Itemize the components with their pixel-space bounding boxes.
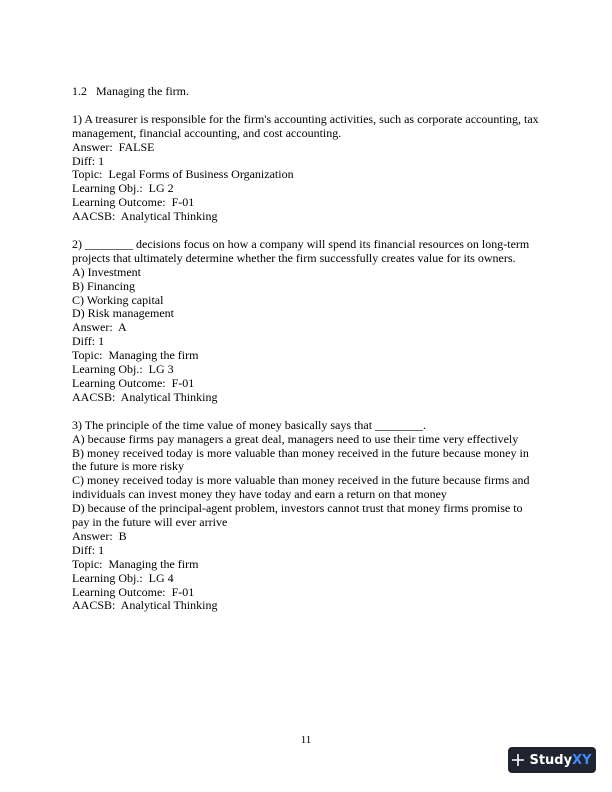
question-2-option-b: B) Financing bbox=[72, 278, 135, 293]
question-3-option-a: A) because firms pay managers a great deal, managers need to use their time very effectively bbox=[72, 431, 519, 446]
question-3-answer: Answer: B bbox=[72, 528, 127, 543]
question-1-stem: 1) A treasurer is responsible for the firm's accounting activities, such as corporate accounting, tax management, financial accounting, and cost accounting. bbox=[72, 111, 539, 140]
question-1-diff: Diff: 1 bbox=[72, 153, 105, 168]
question-3 bbox=[72, 419, 542, 614]
question-2-diff: Diff: 1 bbox=[72, 334, 105, 349]
studyxy-badge[interactable] bbox=[508, 747, 596, 773]
question-3-topic: Topic: Managing the firm bbox=[72, 556, 199, 571]
page-number: 11 bbox=[300, 734, 312, 746]
question-2-answer: Answer: A bbox=[72, 320, 127, 335]
question-2-learning-outcome: Learning Outcome: F-01 bbox=[72, 376, 195, 390]
question-2-option-c: C) Working capital bbox=[72, 292, 164, 307]
question-2-aacsb: AACSB: Analytical Thinking bbox=[72, 389, 218, 404]
question-3-option-d: D) because of the principal-agent problem, investors cannot trust that money firms promise to pay in the future will ever arrive bbox=[72, 501, 523, 530]
question-2-option-d: D) Risk management bbox=[72, 306, 174, 321]
question-3-learning-obj: Learning Obj.: LG 4 bbox=[72, 570, 174, 585]
question-3-option-c: C) money received today is more valuable than money received in the future because firms and individuals can invest money they have today and earn a return on that money bbox=[72, 473, 530, 502]
badge-brand-main: Study bbox=[529, 752, 573, 768]
question-1-learning-outcome: Learning Outcome: F-01 bbox=[72, 195, 195, 210]
question-3-diff: Diff: 1 bbox=[72, 542, 105, 557]
question-3-aacsb: AACSB: Analytical Thinking bbox=[72, 598, 218, 613]
question-1-learning-obj: Learning Obj.: LG 2 bbox=[72, 181, 174, 196]
question-1-topic: Topic: Legal Forms of Business Organization bbox=[72, 167, 294, 182]
question-1-aacsb: AACSB: Analytical Thinking bbox=[72, 209, 218, 224]
question-2-learning-obj: Learning Obj.: LG 3 bbox=[72, 362, 174, 377]
question-2 bbox=[72, 238, 542, 405]
plus-icon bbox=[512, 754, 524, 766]
question-3-learning-outcome: Learning Outcome: F-01 bbox=[72, 584, 195, 599]
question-3-stem: 3) The principle of the time value of money basically says that ________. bbox=[72, 417, 427, 432]
section-title: 1.2 Managing the firm. bbox=[72, 84, 189, 98]
question-2-option-a: A) Investment bbox=[72, 264, 141, 279]
question-1-answer: Answer: FALSE bbox=[72, 139, 155, 154]
badge-brand-text bbox=[529, 753, 591, 768]
question-2-topic: Topic: Managing the firm bbox=[72, 348, 199, 363]
question-1 bbox=[72, 113, 542, 224]
badge-brand-accent: XY bbox=[572, 752, 592, 768]
question-2-stem: 2) ________ decisions focus on how a company will spend its financial resources on long-term projects that ultimately determine whether the firm successfully creates value for its owners. bbox=[72, 236, 530, 265]
question-3-option-b: B) money received today is more valuable than money received in the future because money in the future is more risky bbox=[72, 445, 529, 474]
page-content bbox=[72, 85, 542, 627]
